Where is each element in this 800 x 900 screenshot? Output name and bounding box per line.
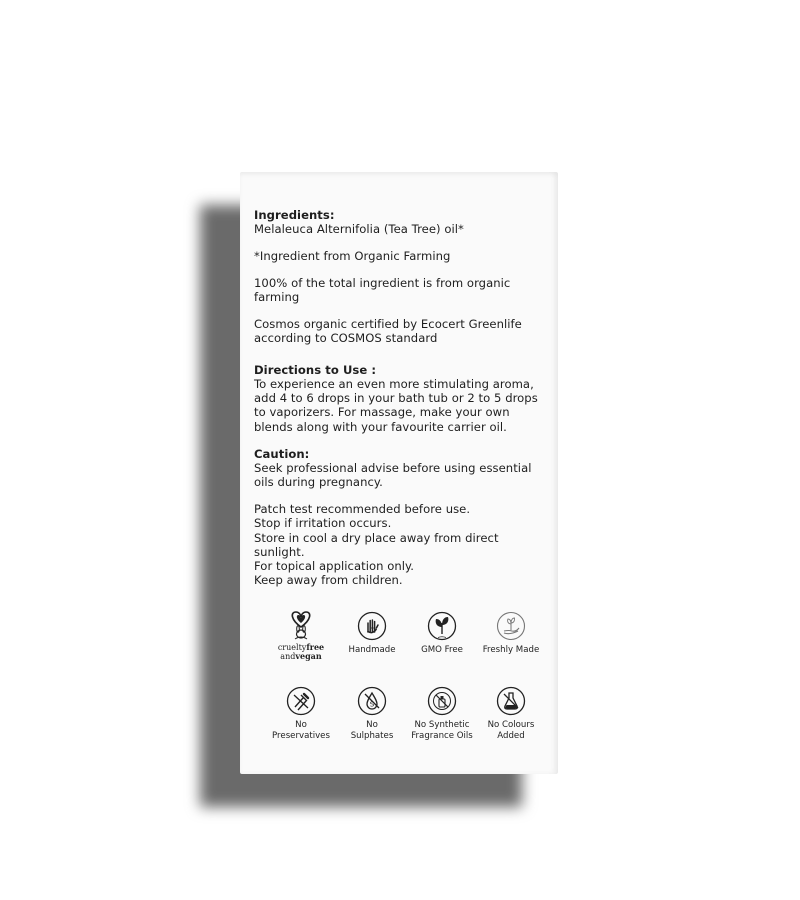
- badge-no-sulphates: [332, 686, 412, 742]
- sprout-hand-icon: [496, 611, 526, 641]
- caution-note: Stop if irritation occurs.: [254, 516, 392, 531]
- product-box-back: [240, 172, 558, 774]
- and-vegan-word: and: [280, 652, 296, 661]
- badge-label: Handmade: [348, 645, 396, 655]
- caution-note: Patch test recommended before use.: [254, 501, 471, 516]
- badge-no-preservatives: [261, 686, 341, 742]
- no-sulphate-icon: [357, 686, 387, 716]
- organic-percent-line2: farming: [254, 290, 300, 305]
- badge-cruelty-free: [261, 610, 341, 661]
- cruelty-free-word-bold: free: [306, 642, 325, 652]
- directions-line: to vaporizers. For massage, make your own: [254, 405, 510, 420]
- badge-no-colours: [471, 686, 551, 742]
- badge-label: GMO Free: [421, 645, 463, 655]
- badge-handmade: [332, 611, 412, 656]
- directions-line: add 4 to 6 drops in your bath tub or 2 to 5 drops: [254, 391, 538, 406]
- hand-icon: [357, 611, 387, 641]
- caution-note: For topical application only.: [254, 559, 415, 574]
- badge-gmo-free: [402, 611, 482, 656]
- caution-note: sunlight.: [254, 544, 305, 559]
- caution-note: Store in cool a dry place away from direct: [254, 530, 499, 545]
- badge-label: No Colours Added: [487, 720, 535, 741]
- no-dropper-icon: [286, 686, 316, 716]
- caution-line: Seek professional advise before using essential: [254, 460, 532, 475]
- badge-label: No Sulphates: [350, 720, 394, 741]
- cruelty-free-text: [261, 643, 341, 661]
- ingredients-line: Melaleuca Alternifolia (Tea Tree) oil*: [254, 222, 464, 237]
- directions-heading: Directions to Use :: [254, 362, 377, 377]
- no-colour-icon: [496, 686, 526, 716]
- badge-label: No Preservatives: [272, 720, 330, 741]
- certification-line1: Cosmos organic certified by Ecocert Greenlife: [254, 316, 522, 331]
- certification-line2: according to COSMOS standard: [254, 331, 438, 346]
- directions-line: To experience an even more stimulating aroma,: [254, 376, 534, 391]
- badge-freshly-made: [471, 611, 551, 656]
- badge-label: No Synthetic Fragrance Oils: [411, 720, 473, 741]
- cruelty-free-word: cruelty: [277, 643, 307, 652]
- organic-percent-line1: 100% of the total ingredient is from organic: [254, 275, 511, 290]
- heart-bunny-icon: [286, 610, 316, 642]
- and-vegan-word-bold: vegan: [295, 651, 322, 661]
- badge-no-synthetic-fragrance: [402, 686, 482, 742]
- caution-line: oils during pregnancy.: [254, 475, 383, 490]
- directions-line: blends along with your favourite carrier oil.: [254, 419, 507, 434]
- organic-note: *Ingredient from Organic Farming: [254, 249, 451, 264]
- svg-text:S: S: [369, 700, 375, 709]
- ingredients-heading: Ingredients:: [254, 208, 335, 222]
- badge-label: Freshly Made: [482, 645, 540, 655]
- label-text: [254, 208, 554, 588]
- no-fragrance-icon: [427, 686, 457, 716]
- leaf-icon: [427, 611, 457, 641]
- caution-heading: Caution:: [254, 446, 310, 461]
- caution-note: Keep away from children.: [254, 573, 403, 588]
